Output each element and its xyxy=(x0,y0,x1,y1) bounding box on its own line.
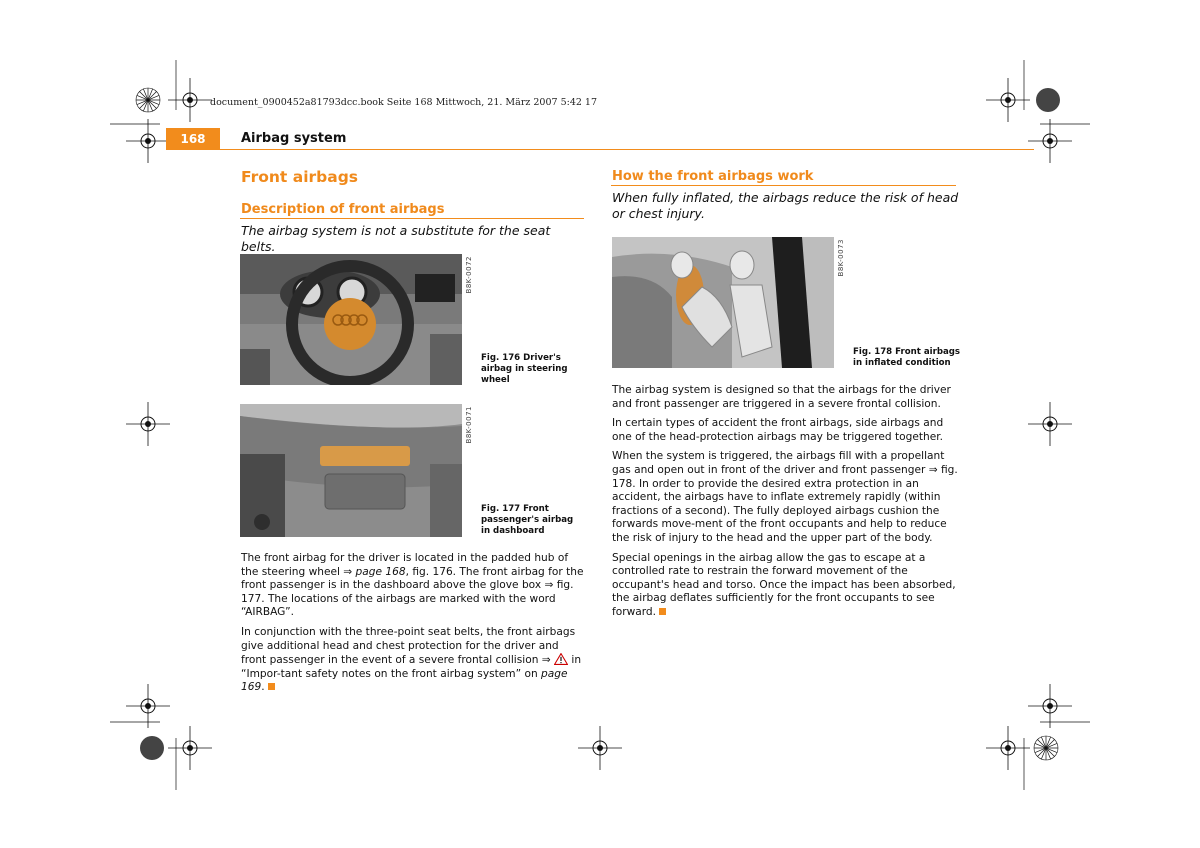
paragraph: Special openings in the airbag allow the gas to escape at a controlled rate to restrain the forward movement of the occupant's head and torso. Once the impact has been absorbed, the airbag deflates sufficiently for the front occupants to see forward. xyxy=(612,551,956,618)
print-slug: document_0900452a81793dcc.book Seite 168 Mittwoch, 21. März 2007 5:42 17 xyxy=(210,97,598,108)
paragraph-seatbelt-conjunction: In conjunction with the three-point seat belts, the front airbags give additional head and chest protection for the driver and front passenger in the event of a severe frontal collision ⇒ in “Impor-tant safety notes on the front airbag system” on page 169. xyxy=(241,625,582,694)
figure-177-code: B8K-0071 xyxy=(465,406,473,444)
right-body-text xyxy=(612,384,958,626)
end-of-section-icon xyxy=(659,608,666,615)
subsection-rule xyxy=(240,218,584,219)
header-rule xyxy=(166,149,1034,150)
figure-176-caption: Fig. 176 Driver's airbag in steering wheel xyxy=(481,353,568,385)
page-ref-link[interactable]: page 168 xyxy=(355,565,406,578)
lead-text: The airbag system is not a substitute for the seat belts. xyxy=(241,223,551,254)
figure-176-image xyxy=(240,254,462,385)
paragraph: In certain types of accident the front airbags, side airbags and one of the head-protection airbags may be triggered together. xyxy=(612,417,944,443)
left-body-text xyxy=(241,552,587,701)
end-of-section-icon xyxy=(268,683,275,690)
figure-178-code: B8K-0073 xyxy=(837,239,845,277)
warning-icon xyxy=(554,653,568,665)
paragraph-airbag-location: The front airbag for the driver is located in the padded hub of the steering wheel ⇒ page 168, fig. 176. The front airbag for the front passenger is in the dashboard above the glove box ⇒ fig. 177. The locations of the airbags are marked with the word “AIRBAG”. xyxy=(241,552,584,619)
paragraph: The airbag system is designed so that the airbags for the driver and front passenger are triggered in a severe frontal collision. xyxy=(612,384,951,410)
figure-176-code: B8K-0072 xyxy=(465,256,473,294)
figure-178-image xyxy=(612,237,834,368)
page-ref-link[interactable]: page 169 xyxy=(241,667,568,694)
subsection-rule-right xyxy=(611,185,956,186)
paragraph: When the system is triggered, the airbags fill with a propellant gas and open out in front of the driver and front passenger ⇒ fig. 178. In order to provide the desired extra protection in an accident, the airbags have to inflate extremely rapidly (within fractions of a second). The fully deployed airbags cushion the forwards move-ment of the front occupants and help to reduce the risk of injury to the head and the upper part of the body. xyxy=(612,450,958,544)
subsection-title: Description of front airbags xyxy=(241,202,445,217)
section-title: Front airbags xyxy=(241,168,359,186)
figure-178-caption: Fig. 178 Front airbags in inflated condition xyxy=(853,347,961,368)
running-header: Airbag system xyxy=(241,131,347,146)
figure-177-caption: Fig. 177 Front passenger's airbag in dashboard xyxy=(481,504,574,536)
figure-177-image xyxy=(240,404,462,537)
page-number: 168 xyxy=(166,128,220,150)
lead-text-right: When fully inflated, the airbags reduce the risk of head or chest injury. xyxy=(612,190,959,221)
subsection-title-right: How the front airbags work xyxy=(612,169,814,184)
